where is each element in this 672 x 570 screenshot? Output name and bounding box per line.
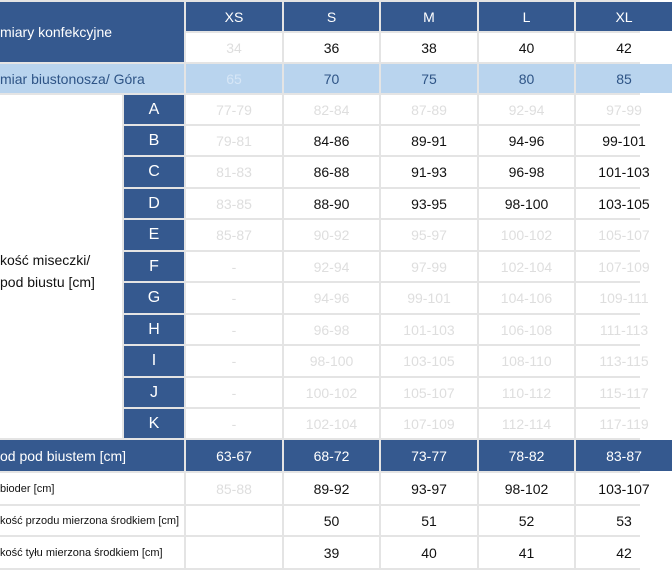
table-cell: 101-103	[576, 157, 672, 187]
table-cell: 99-101	[381, 283, 477, 313]
cup-letter-cell: E	[124, 220, 184, 250]
cup-letter-cell: A	[124, 95, 184, 124]
table-cell: 78-82	[479, 440, 574, 471]
table-cell: 110-112	[479, 378, 574, 407]
table-cell: 105-107	[381, 378, 477, 407]
table-cell: 93-95	[381, 189, 477, 218]
table-cell	[186, 506, 282, 535]
table-cell: 103-107	[576, 473, 672, 504]
table-cell: 85-87	[186, 220, 282, 250]
row-label: bioder [cm]	[0, 473, 184, 504]
table-cell: 68-72	[284, 440, 379, 471]
cup-section-label-line1: kość miseczki/	[0, 251, 91, 268]
size-column-header: L	[479, 2, 574, 31]
table-cell: 91-93	[381, 157, 477, 187]
table-cell: 80	[479, 64, 574, 93]
table-cell: -	[186, 315, 282, 344]
cup-letter-cell: B	[124, 126, 184, 155]
row-label: miar biustonosza/ Góra	[0, 64, 184, 93]
table-cell: 73-77	[381, 440, 477, 471]
table-cell: 36	[284, 33, 379, 62]
table-cell: 107-109	[381, 409, 477, 438]
table-cell: 94-96	[479, 126, 574, 155]
table-cell: 98-102	[479, 473, 574, 504]
table-cell: 65	[186, 64, 282, 93]
table-cell: 115-117	[576, 378, 672, 407]
table-cell: 83-87	[576, 440, 672, 471]
table-cell: 84-86	[284, 126, 379, 155]
table-cell: -	[186, 252, 282, 281]
table-cell: 105-107	[576, 220, 672, 250]
table-cell: 38	[381, 33, 477, 62]
table-cell: 34	[186, 33, 282, 62]
table-cell: 86-88	[284, 157, 379, 187]
table-cell: 42	[576, 33, 672, 62]
table-cell: 50	[284, 506, 379, 535]
table-cell	[186, 537, 282, 568]
size-column-header: M	[381, 2, 477, 31]
table-cell: 75	[381, 64, 477, 93]
table-cell: 99-101	[576, 126, 672, 155]
table-cell: 40	[479, 33, 574, 62]
table-cell: 83-85	[186, 189, 282, 218]
cup-letter-cell: C	[124, 157, 184, 187]
table-cell: 107-109	[576, 252, 672, 281]
table-cell: 98-100	[479, 189, 574, 218]
size-column-header: XS	[186, 2, 282, 31]
cup-letter-cell: K	[124, 409, 184, 438]
table-cell: -	[186, 378, 282, 407]
table-cell: 96-98	[284, 315, 379, 344]
table-cell: -	[186, 346, 282, 376]
row-label: kość przodu mierzona środkiem [cm]	[0, 506, 184, 535]
table-cell: 95-97	[381, 220, 477, 250]
table-cell: 100-102	[284, 378, 379, 407]
table-cell: 77-79	[186, 95, 282, 124]
table-cell: 88-90	[284, 189, 379, 218]
cup-letter-cell: D	[124, 189, 184, 218]
table-cell: 92-94	[284, 252, 379, 281]
row-label: kość tyłu mierzona środkiem [cm]	[0, 537, 184, 568]
table-cell: 98-100	[284, 346, 379, 376]
cup-section-label-line2: pod biustu [cm]	[0, 273, 95, 290]
table-cell: 79-81	[186, 126, 282, 155]
table-cell: 85-88	[186, 473, 282, 504]
row-label: od pod biustem [cm]	[0, 440, 184, 471]
table-cell: 101-103	[381, 315, 477, 344]
table-cell: -	[186, 409, 282, 438]
table-cell: 89-91	[381, 126, 477, 155]
table-cell: 81-83	[186, 157, 282, 187]
table-cell: 109-111	[576, 283, 672, 313]
table-cell: 117-119	[576, 409, 672, 438]
table-cell: 41	[479, 537, 574, 568]
table-cell: 111-113	[576, 315, 672, 344]
table-cell: 94-96	[284, 283, 379, 313]
table-cell: 70	[284, 64, 379, 93]
table-cell: 106-108	[479, 315, 574, 344]
size-column-header: XL	[576, 2, 672, 31]
table-cell: 112-114	[479, 409, 574, 438]
table-cell: 42	[576, 537, 672, 568]
cup-letter-cell: G	[124, 283, 184, 313]
table-cell: -	[186, 283, 282, 313]
table-cell: 103-105	[381, 346, 477, 376]
cup-letter-cell: H	[124, 315, 184, 344]
cup-section-label	[0, 95, 122, 438]
table-cell: 100-102	[479, 220, 574, 250]
table-cell: 87-89	[381, 95, 477, 124]
table-cell: 97-99	[576, 95, 672, 124]
table-cell: 51	[381, 506, 477, 535]
table-cell: 85	[576, 64, 672, 93]
table-cell: 93-97	[381, 473, 477, 504]
table-header-title: miary konfekcyjne	[0, 2, 184, 62]
table-cell: 113-115	[576, 346, 672, 376]
table-cell: 82-84	[284, 95, 379, 124]
table-cell: 97-99	[381, 252, 477, 281]
cup-letter-cell: I	[124, 346, 184, 376]
table-cell: 52	[479, 506, 574, 535]
cup-letter-cell: F	[124, 252, 184, 281]
cup-letter-cell: J	[124, 378, 184, 407]
table-cell: 53	[576, 506, 672, 535]
table-cell: 40	[381, 537, 477, 568]
table-cell: 104-106	[479, 283, 574, 313]
table-cell: 108-110	[479, 346, 574, 376]
table-cell: 102-104	[284, 409, 379, 438]
size-column-header: S	[284, 2, 379, 31]
table-cell: 103-105	[576, 189, 672, 218]
table-cell: 39	[284, 537, 379, 568]
table-cell: 96-98	[479, 157, 574, 187]
table-cell: 90-92	[284, 220, 379, 250]
table-cell: 89-92	[284, 473, 379, 504]
table-cell: 92-94	[479, 95, 574, 124]
table-cell: 102-104	[479, 252, 574, 281]
table-cell: 63-67	[186, 440, 282, 471]
